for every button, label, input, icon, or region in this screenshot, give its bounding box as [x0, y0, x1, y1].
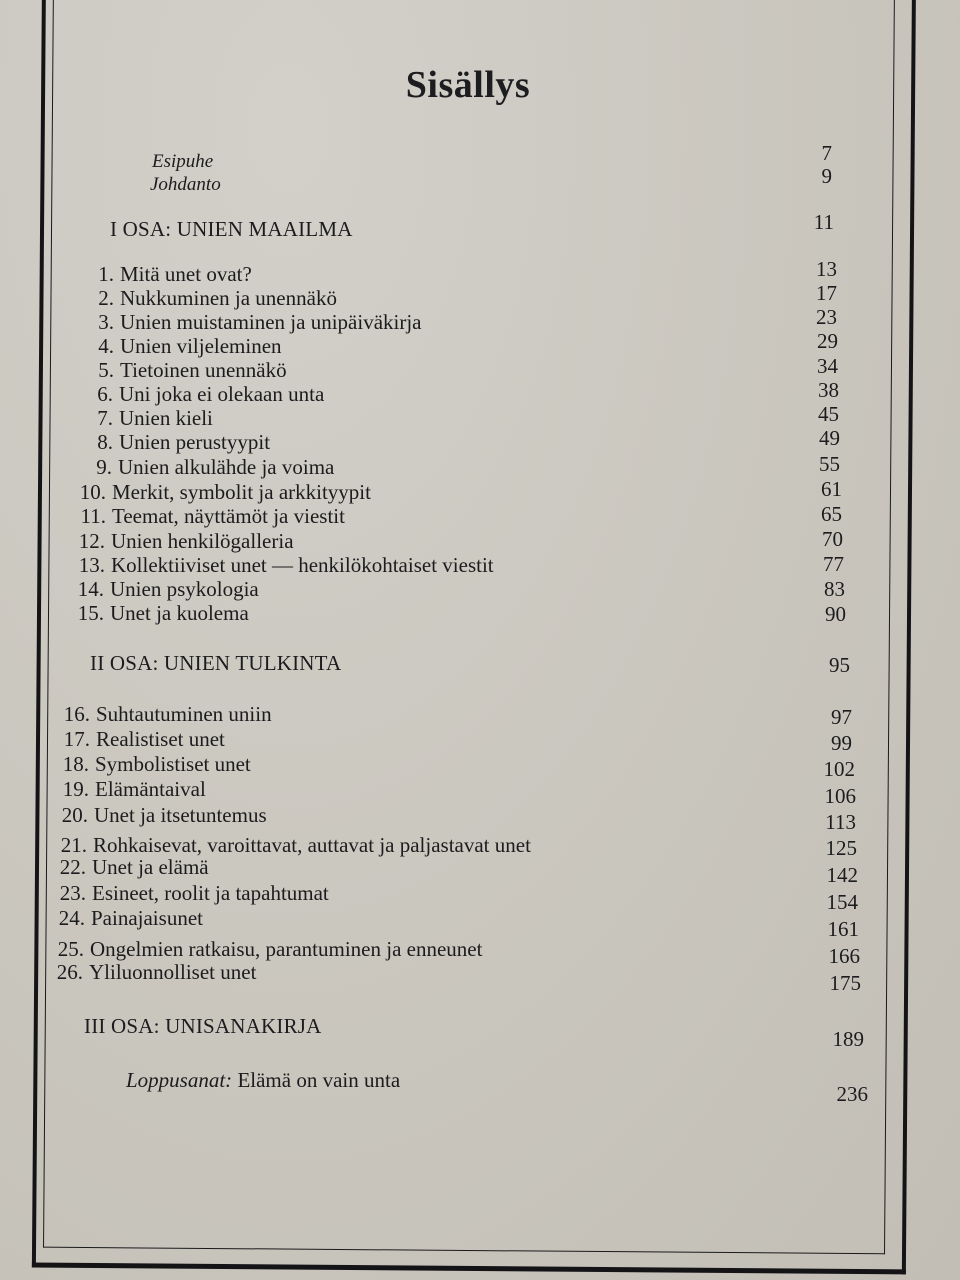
toc-page-number: 34	[817, 354, 838, 378]
chapter-number: 26.	[56, 960, 83, 984]
toc-page-number: 236	[836, 1082, 868, 1106]
toc-page-number: 23	[816, 305, 837, 329]
chapter-title: Merkit, symbolit ja arkkityypit	[112, 480, 371, 504]
chapter-title: Mitä unet ovat?	[120, 262, 252, 286]
toc-chapter	[51, 906, 203, 930]
toc-chapter	[55, 752, 251, 776]
chapter-number: 3.	[98, 310, 114, 334]
toc-chapter	[80, 262, 252, 286]
chapter-title: Suhtautuminen uniin	[96, 702, 272, 726]
toc-page-number: 29	[817, 329, 838, 353]
toc-chapter	[49, 960, 256, 984]
toc-page-number: 154	[826, 890, 858, 914]
chapter-title: Ongelmien ratkaisu, parantuminen ja enneunet	[90, 937, 483, 961]
chapter-title: Nukkuminen ja unennäkö	[120, 286, 337, 310]
toc-page-number: 166	[828, 944, 860, 968]
chapter-title: Yliluonnolliset unet	[89, 960, 257, 984]
chapter-number: 5.	[98, 358, 114, 382]
toc-page-number: 77	[823, 552, 844, 576]
chapter-number: 24.	[58, 906, 85, 930]
chapter-title: Uni joka ei olekaan unta	[119, 382, 325, 406]
toc-part-heading: I OSA: UNIEN MAAILMA	[110, 217, 353, 241]
chapter-title: Rohkaisevat, varoittavat, auttavat ja paljastavat unet	[93, 833, 531, 857]
chapter-title: Realistiset unet	[96, 727, 225, 751]
toc-chapter	[80, 310, 422, 334]
chapter-title: Unet ja kuolema	[110, 601, 249, 625]
toc-page-number: 45	[818, 402, 839, 426]
chapter-number: 14.	[77, 577, 104, 601]
toc-page-number: 7	[821, 141, 832, 165]
toc-chapter	[52, 881, 329, 905]
chapter-number: 11.	[80, 504, 106, 528]
toc-page-number: 161	[827, 917, 859, 941]
chapter-title: Unien perustyypit	[119, 430, 271, 454]
toc-page-number: 83	[824, 577, 845, 601]
chapter-number: 25.	[57, 937, 84, 961]
chapter-title: Painajaisunet	[91, 906, 203, 930]
chapter-number: 20.	[61, 803, 88, 827]
chapter-title: Teemat, näyttämöt ja viestit	[112, 504, 345, 528]
toc-part-heading: III OSA: UNISANAKIRJA	[84, 1014, 322, 1038]
chapter-title: Elämäntaival	[95, 777, 206, 801]
chapter-title: Esineet, roolit ja tapahtumat	[92, 881, 329, 905]
toc-page-number: 11	[813, 210, 834, 234]
toc-chapter	[70, 601, 249, 625]
toc-page-number: 38	[818, 378, 839, 402]
chapter-number: 6.	[97, 382, 113, 406]
toc-page-number: 65	[821, 502, 842, 526]
toc-part-heading: II OSA: UNIEN TULKINTA	[90, 651, 342, 675]
chapter-title: Kollektiiviset unet — henkilökohtaiset viestit	[111, 553, 494, 577]
chapter-title: Unien henkilögalleria	[111, 529, 294, 553]
chapter-number: 17.	[63, 727, 90, 751]
chapter-number: 1.	[98, 262, 114, 286]
chapter-title: Unet ja itsetuntemus	[94, 803, 267, 827]
chapter-number: 4.	[98, 334, 114, 358]
chapter-title: Unet ja elämä	[92, 855, 209, 879]
toc-page-number: 90	[825, 602, 846, 626]
toc-chapter	[71, 529, 294, 553]
chapter-title: Unien viljeleminen	[120, 334, 282, 358]
toc-chapter	[50, 937, 482, 961]
toc-entry-label: Esipuhe	[152, 151, 214, 172]
chapter-title: Unien alkulähde ja voima	[118, 455, 335, 479]
chapter-title: Tietoinen unennäkö	[120, 358, 287, 382]
toc-entry-introduction	[150, 173, 221, 197]
toc-page-number: 189	[832, 1027, 864, 1051]
chapter-number: 16.	[63, 702, 90, 726]
toc-chapter	[80, 286, 337, 310]
toc-chapter	[80, 358, 287, 382]
toc-entry-label: Johdanto	[150, 174, 221, 195]
chapter-number: 18.	[62, 752, 89, 776]
chapter-number: 21.	[60, 833, 87, 857]
toc-entry-label: Elämä on vain unta	[237, 1068, 401, 1092]
chapter-title: Symbolistiset unet	[95, 752, 251, 776]
toc-page-number: 49	[819, 426, 840, 450]
toc-chapter	[79, 430, 270, 454]
toc-entry-foreword	[152, 150, 213, 174]
chapter-number: 10.	[79, 480, 106, 504]
chapter-title: Unien psykologia	[110, 577, 259, 601]
chapter-number: 2.	[98, 286, 114, 310]
toc-chapter	[54, 803, 267, 827]
toc-chapter	[71, 553, 494, 577]
toc-chapter	[72, 480, 371, 504]
toc-page-number: 13	[816, 257, 837, 281]
toc-chapter	[80, 334, 282, 358]
chapter-number: 22.	[59, 855, 86, 879]
toc-page-number: 125	[825, 836, 857, 860]
toc-chapter	[56, 702, 272, 726]
chapter-number: 8.	[97, 430, 113, 454]
chapter-number: 15.	[77, 601, 104, 625]
toc-page-number: 55	[819, 452, 840, 476]
toc-entry-afterword	[126, 1068, 400, 1092]
chapter-number: 9.	[96, 455, 112, 479]
toc-page-number: 70	[822, 527, 843, 551]
toc-page-number: 99	[831, 731, 852, 755]
toc-chapter	[79, 406, 213, 430]
afterword-prefix: Loppusanat:	[126, 1068, 233, 1092]
toc-chapter	[55, 777, 206, 801]
toc-chapter	[79, 382, 324, 406]
toc-page-number: 175	[829, 971, 861, 995]
toc-chapter	[53, 833, 531, 857]
chapter-number: 13.	[78, 553, 105, 577]
chapter-number: 7.	[97, 406, 113, 430]
toc-page-number: 97	[831, 705, 852, 729]
chapter-number: 12.	[78, 529, 105, 553]
page-title: Sisällys	[405, 64, 531, 107]
toc-page-number: 106	[824, 784, 856, 808]
toc-page-number: 113	[825, 810, 856, 834]
toc-page-number: 17	[816, 281, 837, 305]
toc-page-number: 9	[821, 164, 832, 188]
toc-page-number: 61	[821, 477, 842, 501]
toc-page-number: 142	[826, 863, 858, 887]
chapter-number: 23.	[59, 881, 86, 905]
toc-page-number: 95	[829, 653, 850, 677]
toc-chapter	[70, 577, 259, 601]
toc-chapter	[72, 504, 345, 528]
toc-chapter	[56, 727, 225, 751]
toc-page-number: 102	[823, 757, 855, 781]
toc-chapter	[78, 455, 334, 479]
chapter-title: Unien kieli	[119, 406, 213, 430]
chapter-title: Unien muistaminen ja unipäiväkirja	[120, 310, 422, 334]
toc-chapter	[52, 855, 209, 879]
chapter-number: 19.	[62, 777, 89, 801]
